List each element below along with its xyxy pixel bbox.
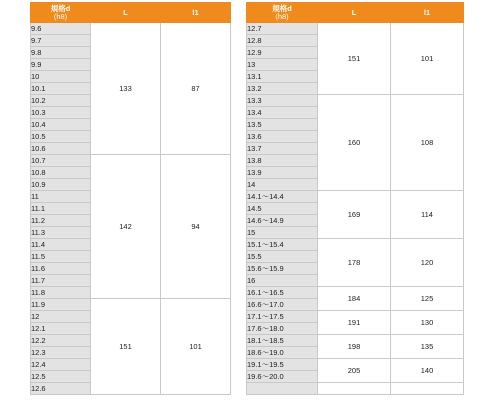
table-row (31, 155, 231, 167)
length-cell: 178 (318, 239, 391, 287)
length-cell: 142 (91, 155, 161, 299)
diameter-cell: 15.5 (247, 251, 318, 263)
diameter-cell: 15.6～15.9 (247, 263, 318, 275)
diameter-cell: 10.1 (31, 83, 91, 95)
diameter-cell: 13.2 (247, 83, 318, 95)
length-cell: 191 (318, 311, 391, 335)
diameter-cell: 12.5 (31, 371, 91, 383)
l1-cell: 108 (391, 95, 464, 191)
table-row (247, 287, 464, 299)
diameter-cell: 14.1～14.4 (247, 191, 318, 203)
l1-cell: 120 (391, 239, 464, 287)
diameter-cell: 10.3 (31, 107, 91, 119)
diameter-cell: 12.6 (31, 383, 91, 395)
diameter-cell: 15 (247, 227, 318, 239)
diameter-cell: 10.4 (31, 119, 91, 131)
header-diameter-sub: (h8) (53, 12, 68, 21)
length-cell: 133 (91, 23, 161, 155)
diameter-cell: 11.5 (31, 251, 91, 263)
table-row (31, 23, 231, 35)
table-row (247, 191, 464, 203)
diameter-cell: 10.2 (31, 95, 91, 107)
l1-cell: 114 (391, 191, 464, 239)
diameter-cell: 9.7 (31, 35, 91, 47)
length-cell: 205 (318, 359, 391, 383)
length-cell: 169 (318, 191, 391, 239)
diameter-cell: 12.4 (31, 359, 91, 371)
diameter-cell: 17.1～17.5 (247, 311, 318, 323)
diameter-cell: 11.4 (31, 239, 91, 251)
diameter-cell: 13.5 (247, 119, 318, 131)
diameter-cell: 12.7 (247, 23, 318, 35)
diameter-cell: 13 (247, 59, 318, 71)
diameter-cell: 13.9 (247, 167, 318, 179)
length-cell: 184 (318, 287, 391, 311)
length-cell: 198 (318, 335, 391, 359)
l1-cell: 87 (161, 23, 231, 155)
diameter-cell: 9.8 (31, 47, 91, 59)
diameter-cell: 13.4 (247, 107, 318, 119)
diameter-cell: 12.3 (31, 347, 91, 359)
table-row (247, 95, 464, 107)
l1-cell: 135 (391, 335, 464, 359)
diameter-cell: 12.2 (31, 335, 91, 347)
table-row (247, 335, 464, 347)
diameter-cell: 10.7 (31, 155, 91, 167)
diameter-cell: 12.9 (247, 47, 318, 59)
table-row (31, 299, 231, 311)
diameter-cell: 16 (247, 275, 318, 287)
diameter-cell: 19.1～19.5 (247, 359, 318, 371)
diameter-cell: 14.6～14.9 (247, 215, 318, 227)
diameter-cell: 16.1～16.5 (247, 287, 318, 299)
length-cell: 160 (318, 95, 391, 191)
header-diameter-sub: (h8) (275, 12, 289, 21)
length-cell: 151 (91, 299, 161, 395)
table-row (247, 23, 464, 35)
header-diameter-label: 規格d (50, 3, 71, 13)
table-row (247, 359, 464, 371)
diameter-cell: 13.3 (247, 95, 318, 107)
diameter-cell: 19.6～20.0 (247, 371, 318, 383)
l1-cell: 101 (391, 23, 464, 95)
diameter-cell: 11.9 (31, 299, 91, 311)
header-row (31, 3, 231, 23)
spec-table-right (246, 2, 464, 395)
header-l1: l1 (161, 3, 231, 23)
diameter-cell: 11.6 (31, 263, 91, 275)
header-length: L (91, 3, 161, 23)
diameter-cell: 15.1～15.4 (247, 239, 318, 251)
header-diameter (247, 3, 318, 23)
diameter-cell: 10.5 (31, 131, 91, 143)
l1-cell: 140 (391, 359, 464, 383)
table-row (247, 383, 464, 395)
diameter-cell: 13.7 (247, 143, 318, 155)
diameter-cell: 13.1 (247, 71, 318, 83)
l1-cell (391, 383, 464, 395)
header-l1: l1 (391, 3, 464, 23)
diameter-cell: 11 (31, 191, 91, 203)
length-cell: 151 (318, 23, 391, 95)
diameter-cell: 11.2 (31, 215, 91, 227)
diameter-cell: 11.8 (31, 287, 91, 299)
diameter-cell: 14.5 (247, 203, 318, 215)
diameter-cell: 10.9 (31, 179, 91, 191)
l1-cell: 130 (391, 311, 464, 335)
l1-cell: 125 (391, 287, 464, 311)
diameter-cell: 13.6 (247, 131, 318, 143)
diameter-cell: 16.6～17.0 (247, 299, 318, 311)
length-cell (318, 383, 391, 395)
header-length: L (318, 3, 391, 23)
diameter-cell: 12 (31, 311, 91, 323)
diameter-cell: 18.1～18.5 (247, 335, 318, 347)
diameter-cell (247, 383, 318, 395)
diameter-cell: 9.6 (31, 23, 91, 35)
diameter-cell: 9.9 (31, 59, 91, 71)
diameter-cell: 13.8 (247, 155, 318, 167)
spec-table-left (30, 2, 231, 395)
diameter-cell: 11.1 (31, 203, 91, 215)
diameter-cell: 11.7 (31, 275, 91, 287)
diameter-cell: 12.1 (31, 323, 91, 335)
diameter-cell: 10.6 (31, 143, 91, 155)
header-row (247, 3, 464, 23)
diameter-cell: 10.8 (31, 167, 91, 179)
l1-cell: 94 (161, 155, 231, 299)
diameter-cell: 11.3 (31, 227, 91, 239)
l1-cell: 101 (161, 299, 231, 395)
diameter-cell: 12.8 (247, 35, 318, 47)
diameter-cell: 18.6～19.0 (247, 347, 318, 359)
diameter-cell: 17.6～18.0 (247, 323, 318, 335)
diameter-cell: 10 (31, 71, 91, 83)
table-row (247, 239, 464, 251)
table-row (247, 311, 464, 323)
header-diameter-label: 規格d (272, 3, 292, 13)
header-diameter (31, 3, 91, 23)
diameter-cell: 14 (247, 179, 318, 191)
